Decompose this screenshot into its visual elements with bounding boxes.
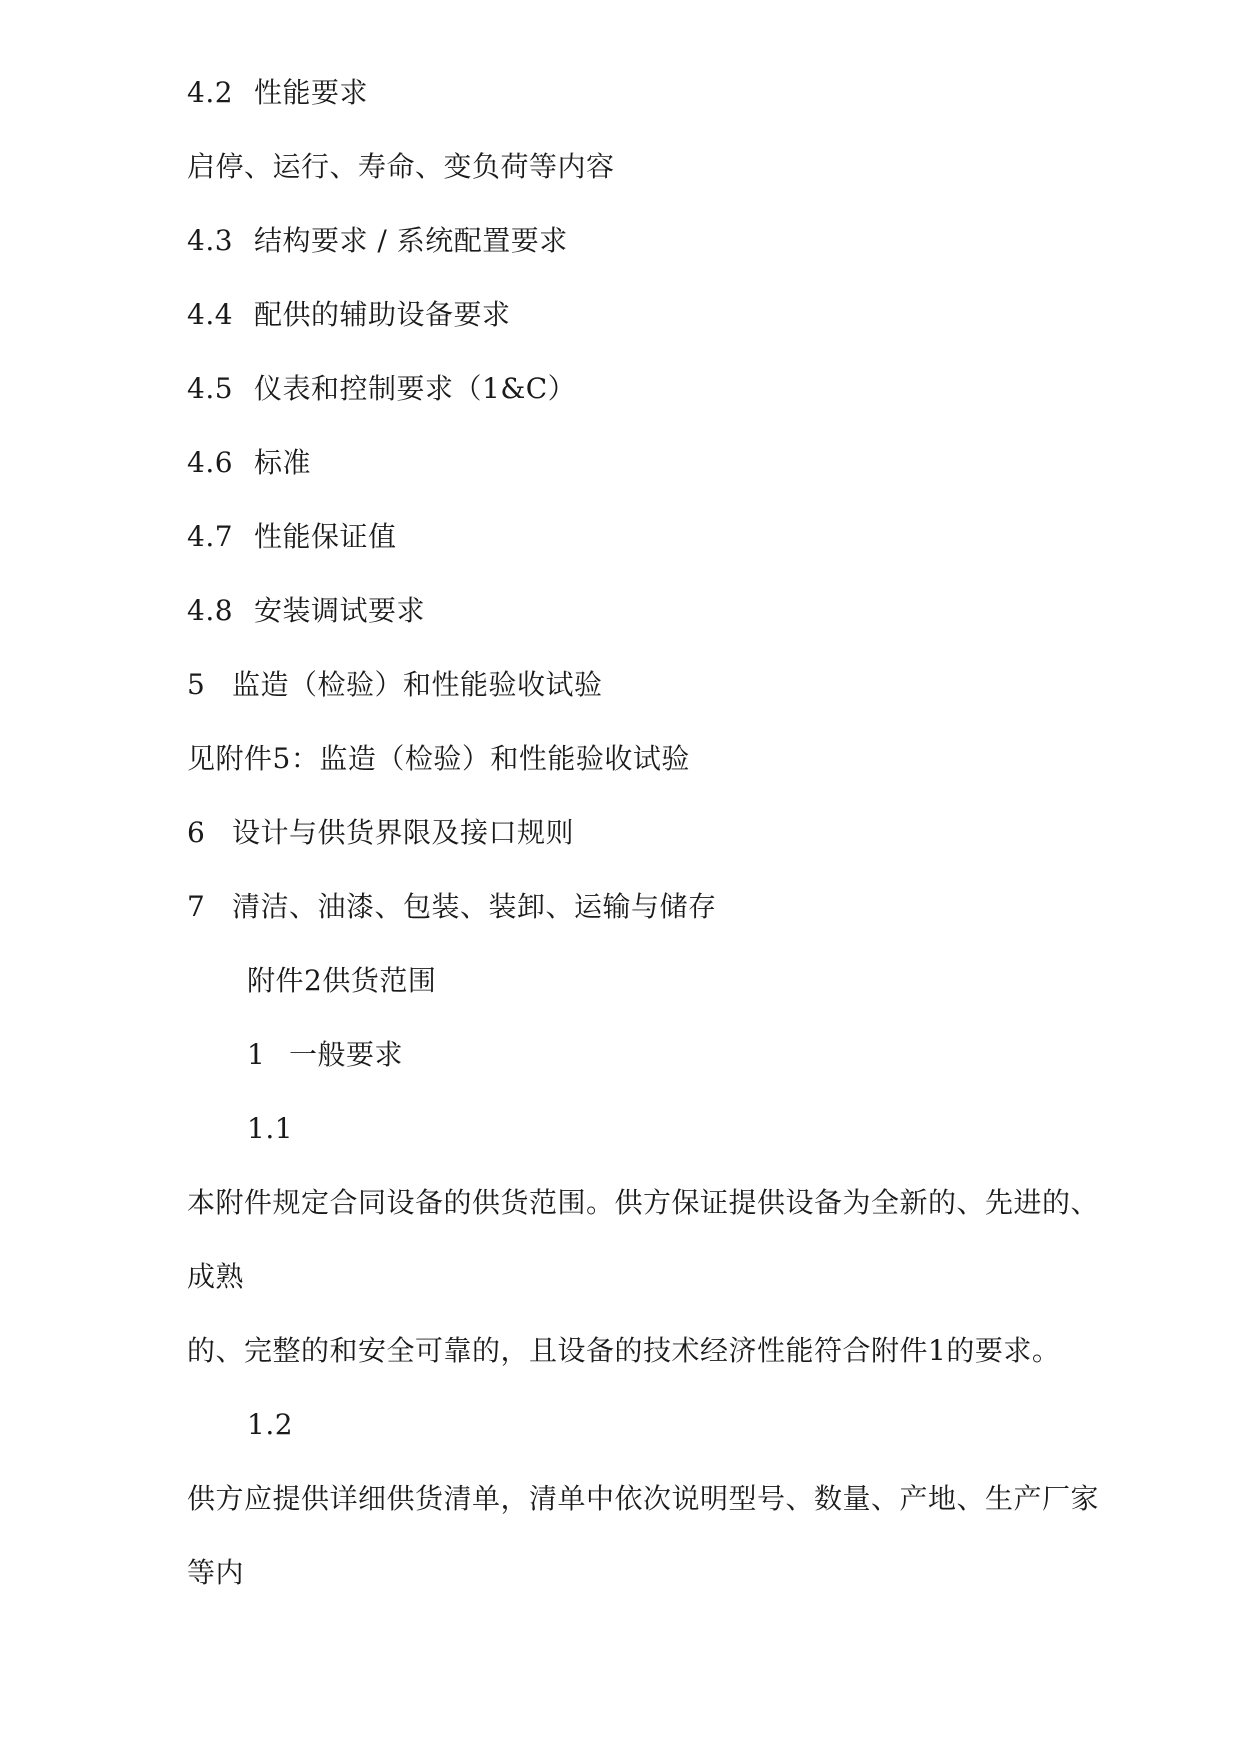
paragraph-line xyxy=(187,1481,1099,1517)
section-number: 7 xyxy=(187,890,206,923)
paragraph-line xyxy=(187,741,690,777)
heading-1 xyxy=(247,1037,403,1073)
section-title: 结构要求 / 系统配置要求 xyxy=(254,224,568,257)
heading-4-8 xyxy=(187,593,425,629)
paragraph-text: 的、完整的和安全可靠的，且设备的技术经济性能符合附件1的要求。 xyxy=(187,1334,1061,1367)
paragraph-line xyxy=(187,1259,244,1295)
paragraph-text: 见附件5：监造（检验）和性能验收试验 xyxy=(187,742,690,775)
appendix-title xyxy=(247,963,436,999)
paragraph-line xyxy=(187,1555,244,1591)
clause-number-1-2 xyxy=(247,1407,293,1443)
section-title: 一般要求 xyxy=(289,1038,404,1071)
heading-4-3 xyxy=(187,223,568,259)
section-number: 4.5 xyxy=(187,372,234,405)
section-title: 性能要求 xyxy=(254,76,369,109)
section-number: 5 xyxy=(187,668,206,701)
section-number: 1 xyxy=(247,1038,266,1071)
heading-5 xyxy=(187,667,603,703)
section-number: 6 xyxy=(187,816,206,849)
paragraph-line xyxy=(187,149,615,185)
heading-4-5 xyxy=(187,371,576,407)
paragraph-text: 本附件规定合同设备的供货范围。供方保证提供设备为全新的、先进的、 xyxy=(187,1186,1100,1219)
section-title: 监造（检验）和性能验收试验 xyxy=(232,668,603,701)
section-number: 4.7 xyxy=(187,520,234,553)
heading-7 xyxy=(187,889,717,925)
paragraph-line xyxy=(187,1333,1060,1369)
section-title: 性能保证值 xyxy=(254,520,397,553)
section-number: 4.8 xyxy=(187,594,234,627)
section-number: 4.3 xyxy=(187,224,234,257)
heading-6 xyxy=(187,815,574,851)
paragraph-text: 供方应提供详细供货清单，清单中依次说明型号、数量、产地、生产厂家 xyxy=(187,1482,1100,1515)
section-number: 4.2 xyxy=(187,76,234,109)
section-title: 设计与供货界限及接口规则 xyxy=(232,816,575,849)
heading-4-7 xyxy=(187,519,397,555)
appendix-title-text: 附件2供货范围 xyxy=(247,964,437,997)
section-title: 仪表和控制要求（1&C） xyxy=(254,372,577,405)
section-title: 安装调试要求 xyxy=(254,594,426,627)
section-title: 清洁、油漆、包装、装卸、运输与储存 xyxy=(232,890,717,923)
paragraph-line xyxy=(187,1185,1099,1221)
heading-4-6 xyxy=(187,445,311,481)
paragraph-text: 等内 xyxy=(187,1556,245,1589)
clause-number: 1.1 xyxy=(247,1112,294,1145)
clause-number-1-1 xyxy=(247,1111,293,1147)
heading-4-4 xyxy=(187,297,511,333)
section-number: 4.6 xyxy=(187,446,234,479)
paragraph-text: 启停、运行、寿命、变负荷等内容 xyxy=(187,150,615,183)
clause-number: 1.2 xyxy=(247,1408,294,1441)
section-number: 4.4 xyxy=(187,298,234,331)
section-title: 配供的辅助设备要求 xyxy=(254,298,511,331)
paragraph-text: 成熟 xyxy=(187,1260,245,1293)
section-title: 标准 xyxy=(254,446,312,479)
heading-4-2 xyxy=(187,75,368,111)
